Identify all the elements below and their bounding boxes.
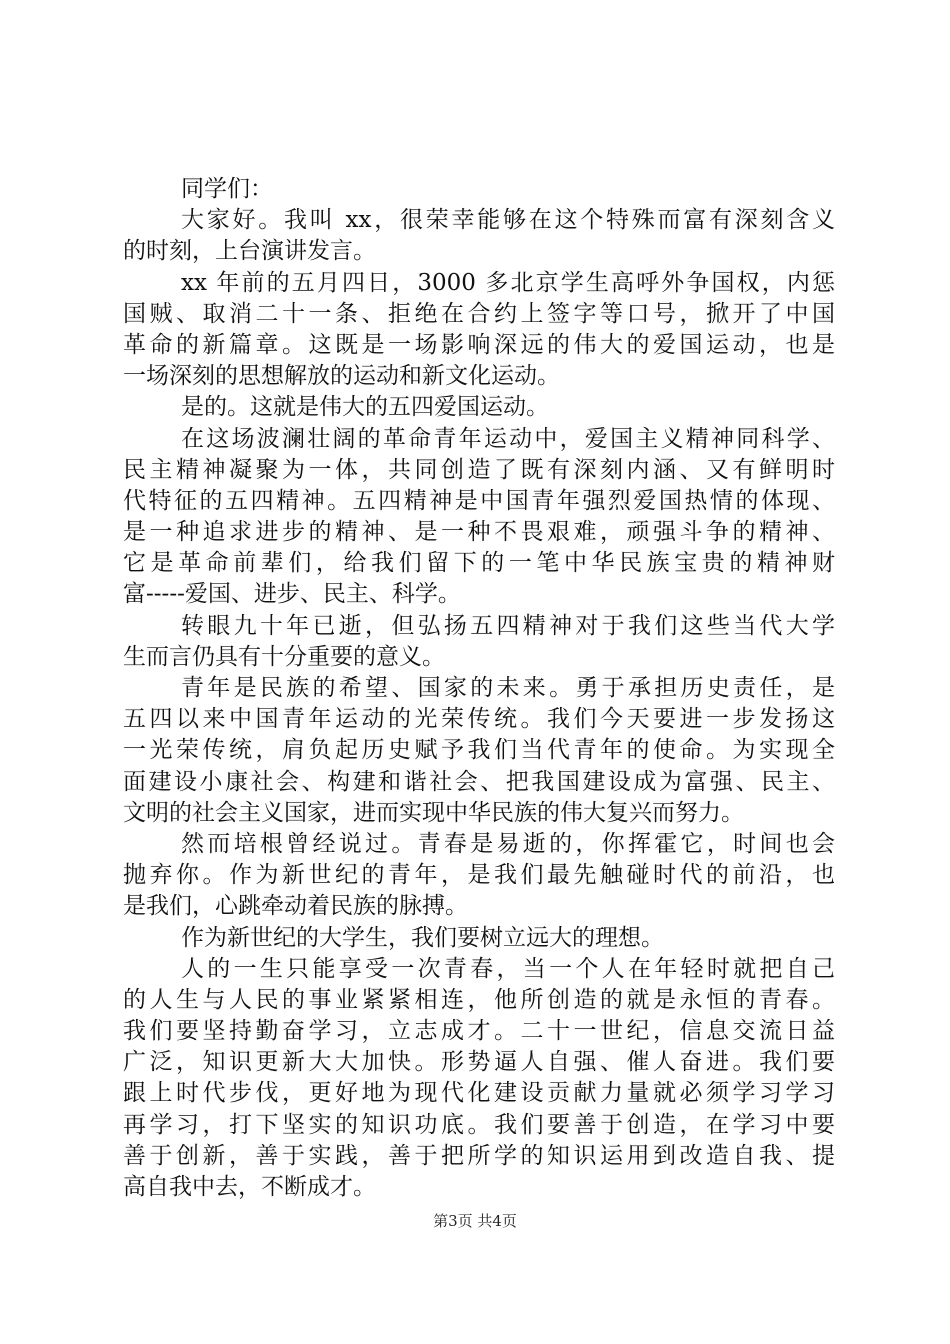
- text-line: 是一种追求进步的精神、是一种不畏艰难，顽强斗争的精神、: [123, 519, 835, 546]
- page-number-footer: 第3页 共4页: [433, 1212, 517, 1230]
- text-line: 我们要坚持勤奋学习，立志成才。二十一世纪，信息交流日益: [123, 1018, 835, 1045]
- text-line: 人的一生只能享受一次青春，当一个人在年轻时就把自己: [181, 955, 835, 982]
- text-line: 作为新世纪的大学生，我们要树立远大的理想。: [181, 924, 664, 951]
- text-line: 民主精神凝聚为一体，共同创造了既有深刻内涵、又有鲜明时: [123, 456, 835, 483]
- text-line: 面建设小康社会、构建和谐社会、把我国建设成为富强、民主、: [123, 768, 835, 795]
- text-line: 在这场波澜壮阔的革命青年运动中，爱国主义精神同科学、: [181, 425, 835, 452]
- text-line: 再学习，打下坚实的知识功底。我们要善于创造，在学习中要: [123, 1111, 835, 1138]
- text-line: 一场深刻的思想解放的运动和新文化运动。: [123, 363, 560, 390]
- document-body: [123, 174, 835, 1203]
- text-line: 文明的社会主义国家，进而实现中华民族的伟大复兴而努力。: [123, 799, 744, 826]
- text-line: 生而言仍具有十分重要的意义。: [123, 643, 445, 670]
- text-line: 大家好。我叫 xx，很荣幸能够在这个特殊而富有深刻含义: [181, 207, 835, 234]
- text-line: 善于创新，善于实践，善于把所学的知识运用到改造自我、提: [123, 1142, 835, 1169]
- text-line: 代特征的五四精神。五四精神是中国青年强烈爱国热情的体现、: [123, 487, 835, 514]
- text-line: 是的。这就是伟大的五四爱国运动。: [181, 394, 549, 421]
- text-line: 同学们：: [181, 176, 273, 202]
- text-line: 富-----爱国、进步、民主、科学。: [123, 581, 461, 608]
- text-line: 革命的新篇章。这既是一场影响深远的伟大的爱国运动，也是: [123, 331, 835, 358]
- text-line: 一光荣传统，肩负起历史赋予我们当代青年的使命。为实现全: [123, 737, 835, 764]
- text-line: 国贼、取消二十一条、拒绝在合约上签字等口号，掀开了中国: [123, 300, 835, 327]
- text-line: 抛弃你。作为新世纪的青年，是我们最先触碰时代的前沿，也: [123, 862, 835, 889]
- text-line: 五四以来中国青年运动的光荣传统。我们今天要进一步发扬这: [123, 706, 835, 733]
- text-line: 高自我中去，不断成才。: [123, 1174, 376, 1200]
- text-line: 转眼九十年已逝，但弘扬五四精神对于我们这些当代大学: [181, 612, 835, 639]
- text-line: 跟上时代步伐，更好地为现代化建设贡献力量就必须学习学习: [123, 1080, 835, 1107]
- text-line: 它是革命前辈们，给我们留下的一笔中华民族宝贵的精神财: [123, 550, 835, 577]
- text-line: 的人生与人民的事业紧紧相连，他所创造的就是永恒的青春。: [123, 986, 835, 1013]
- text-line: 广泛，知识更新大大加快。形势逼人自强、催人奋进。我们要: [123, 1049, 835, 1076]
- text-line: 是我们，心跳牵动着民族的脉搏。: [123, 893, 468, 920]
- text-line: 的时刻，上台演讲发言。: [123, 238, 376, 265]
- text-line: 然而培根曾经说过。青春是易逝的，你挥霍它，时间也会: [181, 830, 835, 857]
- text-line: xx 年前的五月四日，3000 多北京学生高呼外争国权，内惩: [181, 269, 835, 296]
- text-line: 青年是民族的希望、国家的未来。勇于承担历史责任，是: [181, 675, 835, 701]
